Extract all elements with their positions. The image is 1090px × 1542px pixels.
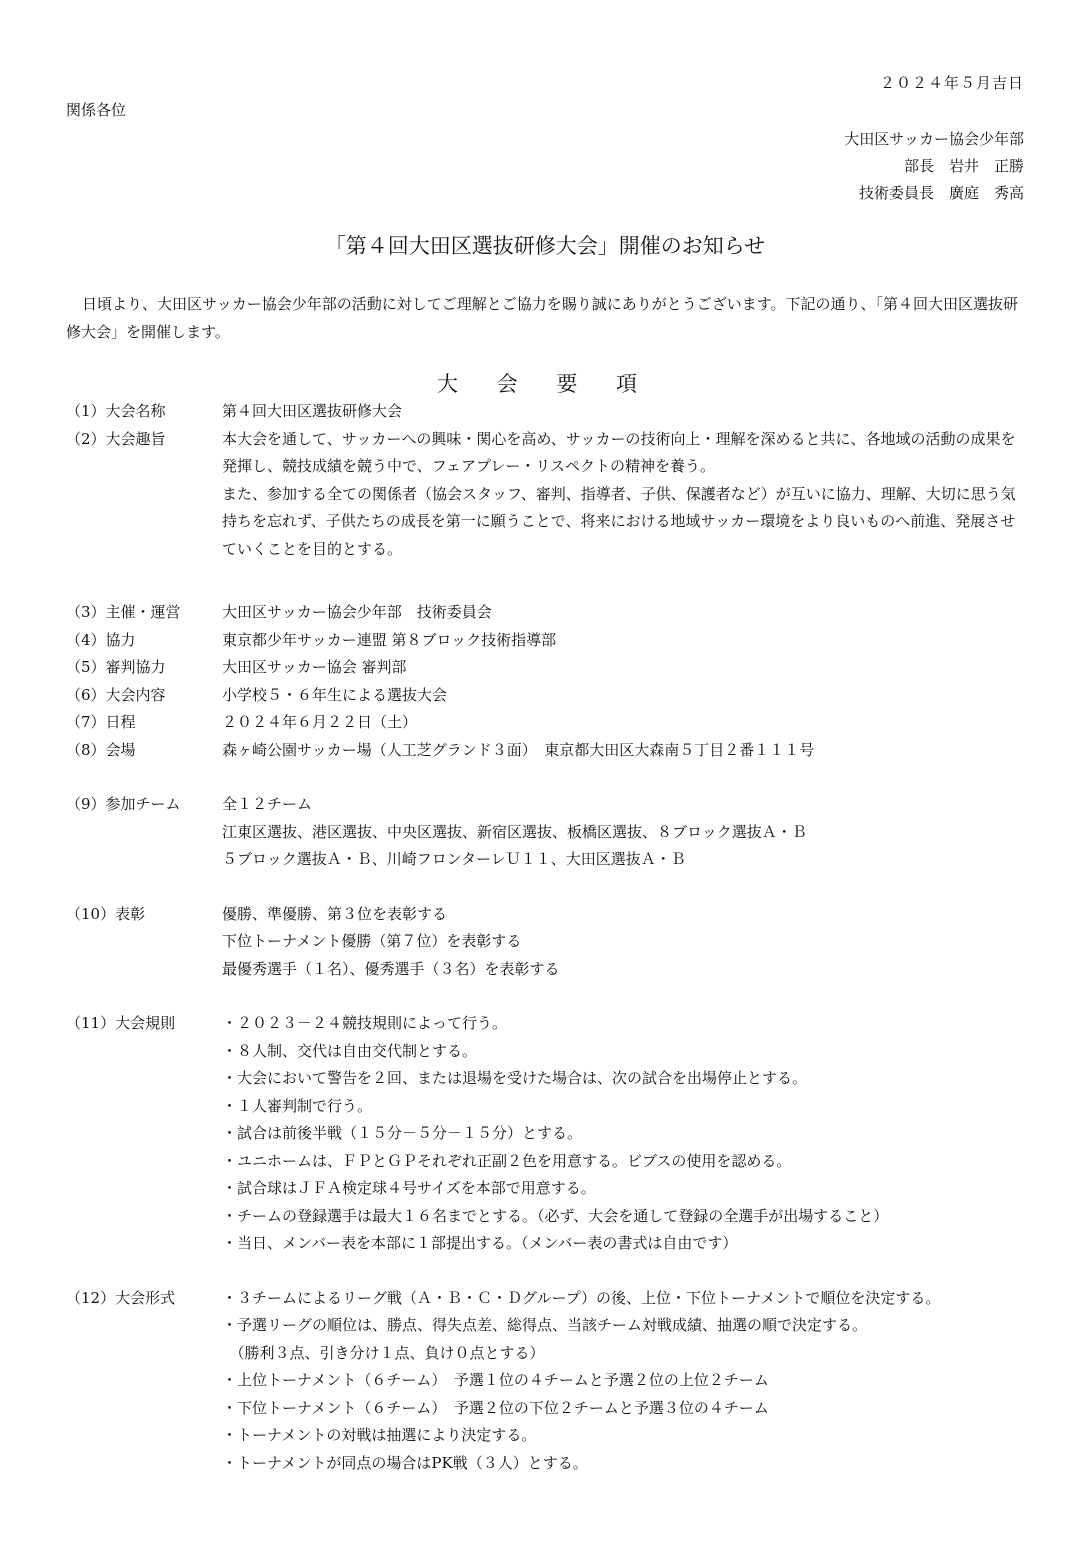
item-line: ・ユニホームは、ＦＰとＧＰそれぞれ正副２色を用意する。ビブスの使用を認める。 bbox=[222, 1151, 792, 1170]
item-line: ・３チームによるリーグ戦（Ａ・Ｂ・Ｃ・Ｄグループ）の後、上位・下位トーナメントで順位を決定する。 bbox=[222, 1288, 941, 1307]
sender-director: 部長 岩井 正勝 bbox=[903, 157, 1024, 175]
outline-item-venue bbox=[66, 737, 1026, 765]
item-body bbox=[222, 398, 1026, 426]
item-line: 全１２チーム bbox=[222, 795, 313, 813]
item-body bbox=[222, 901, 1026, 984]
item-label: （10）表彰 bbox=[66, 904, 146, 923]
item-body bbox=[222, 627, 1026, 655]
item-line: ・当日、メンバー表を本部に１部提出する。（メンバー表の書式は自由です） bbox=[222, 1234, 738, 1252]
item-label: （11）大会規則 bbox=[66, 1014, 176, 1032]
item-line: ５ブロック選抜Ａ・Ｂ、川崎フロンターレＵ１１、大田区選抜Ａ・Ｂ bbox=[222, 850, 686, 868]
item-line: 森ヶ崎公園サッカー場（人工芝グランド３面） 東京都大田区大森南５丁目２番１１１号 bbox=[222, 740, 815, 759]
item-line: 江東区選抜、港区選抜、中央区選抜、新宿区選抜、板橋区選抜、８ブロック選抜Ａ・Ｂ bbox=[222, 822, 807, 841]
item-body bbox=[222, 1010, 1026, 1258]
item-body bbox=[222, 682, 1026, 710]
item-label: （4）協力 bbox=[66, 630, 136, 649]
item-label: （5）審判協力 bbox=[66, 658, 166, 676]
outline-item-content bbox=[66, 682, 1026, 710]
item-label: （7）日程 bbox=[66, 713, 136, 731]
sender-technical-chair: 技術委員長 廣庭 秀高 bbox=[858, 184, 1024, 202]
item-line: ・下位トーナメント（６チーム） 予選２位の下位２チームと予選３位の４チーム bbox=[222, 1398, 769, 1417]
item-line: 小学校５・６年生による選抜大会 bbox=[222, 685, 448, 704]
item-body bbox=[222, 791, 1026, 874]
item-label: （8）会場 bbox=[66, 740, 136, 759]
item-body bbox=[222, 1285, 1026, 1478]
outline-item-schedule bbox=[66, 709, 1026, 737]
item-line: ・１人審判制で行う。 bbox=[222, 1096, 373, 1115]
item-label: （12）大会形式 bbox=[66, 1288, 176, 1307]
item-line: ・チームの登録選手は最大１６名までとする。（必ず、大会を通して登録の全選手が出場すること） bbox=[222, 1206, 889, 1225]
item-line: ２０２４年６月２２日（土） bbox=[222, 713, 418, 731]
item-line: ・予選リーグの順位は、勝点、得失点差、総得点、当該チーム対戦成績、抽選の順で決定する。 bbox=[222, 1316, 868, 1334]
item-body bbox=[222, 737, 1026, 765]
item-label: （9）参加チーム bbox=[66, 795, 181, 813]
outline-item-name bbox=[66, 398, 1026, 426]
item-line: 大田区サッカー協会少年部 技術委員会 bbox=[222, 603, 492, 621]
outline-item-referee-cooperation bbox=[66, 654, 1026, 682]
item-line: また、参加する全ての関係者（協会スタッフ、審判、指導者、子供、保護者など）が互いに協力、理解、大切に思う気持ちを忘れず、子供たちの成長を第一に願うことで、将来における地域サッカー環境をより良いものへ前進、発展させていくことを目的とする。 bbox=[222, 484, 1016, 558]
item-line: （勝利３点、引き分け１点、負け０点とする） bbox=[222, 1343, 545, 1362]
item-body bbox=[222, 709, 1026, 737]
item-line: 東京都少年サッカー連盟 第８ブロック技術指導部 bbox=[222, 630, 557, 649]
outline-item-purpose bbox=[66, 426, 1026, 564]
item-line: 優勝、準優勝、第３位を表彰する bbox=[222, 904, 448, 923]
outline-item-cooperation bbox=[66, 627, 1026, 655]
sender-block bbox=[844, 126, 1024, 207]
sender-organization: 大田区サッカー協会少年部 bbox=[844, 130, 1024, 148]
item-label: （1）大会名称 bbox=[66, 402, 166, 420]
item-body bbox=[222, 599, 1026, 627]
item-line: 下位トーナメント優勝（第７位）を表彰する bbox=[222, 932, 522, 950]
item-body bbox=[222, 426, 1026, 564]
item-line: ・２０２３－２４競技規則によって行う。 bbox=[222, 1014, 508, 1032]
item-line: ・試合球はＪＦＡ検定球４号サイズを本部で用意する。 bbox=[222, 1179, 596, 1197]
item-line: ・大会において警告を２回、または退場を受けた場合は、次の試合を出場停止とする。 bbox=[222, 1069, 808, 1087]
outline-item-rules bbox=[66, 1010, 1026, 1258]
item-label: （3）主催・運営 bbox=[66, 603, 181, 621]
outline-item-organizer bbox=[66, 599, 1026, 627]
section-heading: 大 会 要 項 bbox=[436, 372, 654, 396]
item-line: 本大会を通して、サッカーへの興味・関心を高め、サッカーの技術向上・理解を深めると共に、各地域の活動の成果を発揮し、競技成績を競う中で、フェアプレー・リスペクトの精神を養う。 bbox=[222, 429, 1016, 475]
item-line: 大田区サッカー協会 審判部 bbox=[222, 658, 407, 676]
outline-item-teams bbox=[66, 791, 1026, 874]
document-title: 「第４回大田区選抜研修大会」開催のお知らせ bbox=[324, 234, 766, 258]
item-label: （6）大会内容 bbox=[66, 685, 166, 704]
outline-item-format bbox=[66, 1285, 1026, 1478]
item-line: ・上位トーナメント（６チーム） 予選１位の４チームと予選２位の上位２チーム bbox=[222, 1371, 769, 1389]
intro-paragraph: 日頃より、大田区サッカー協会少年部の活動に対してご理解とご協力を賜り誠にありがとうございます。下記の通り、「第４回大田区選抜研修大会」を開催します。 bbox=[66, 295, 1019, 341]
item-label: （2）大会趣旨 bbox=[66, 429, 166, 448]
item-line: ・試合は前後半戦（１５分－５分－１５分）とする。 bbox=[222, 1124, 583, 1142]
item-line: 最優秀選手（１名）、優秀選手（３名）を表彰する bbox=[222, 959, 560, 978]
item-line: ・トーナメントが同点の場合はPK戦（３人）とする。 bbox=[222, 1453, 588, 1472]
item-line: ・８人制、交代は自由交代制とする。 bbox=[222, 1041, 478, 1060]
document-date: ２０２４年５月吉日 bbox=[879, 74, 1024, 92]
addressee: 関係各位 bbox=[66, 101, 127, 119]
outline-list bbox=[66, 398, 1026, 1477]
outline-item-awards bbox=[66, 901, 1026, 984]
item-line: ・トーナメントの対戦は抽選により決定する。 bbox=[222, 1426, 537, 1444]
item-line: 第４回大田区選抜研修大会 bbox=[222, 402, 403, 420]
item-body bbox=[222, 654, 1026, 682]
